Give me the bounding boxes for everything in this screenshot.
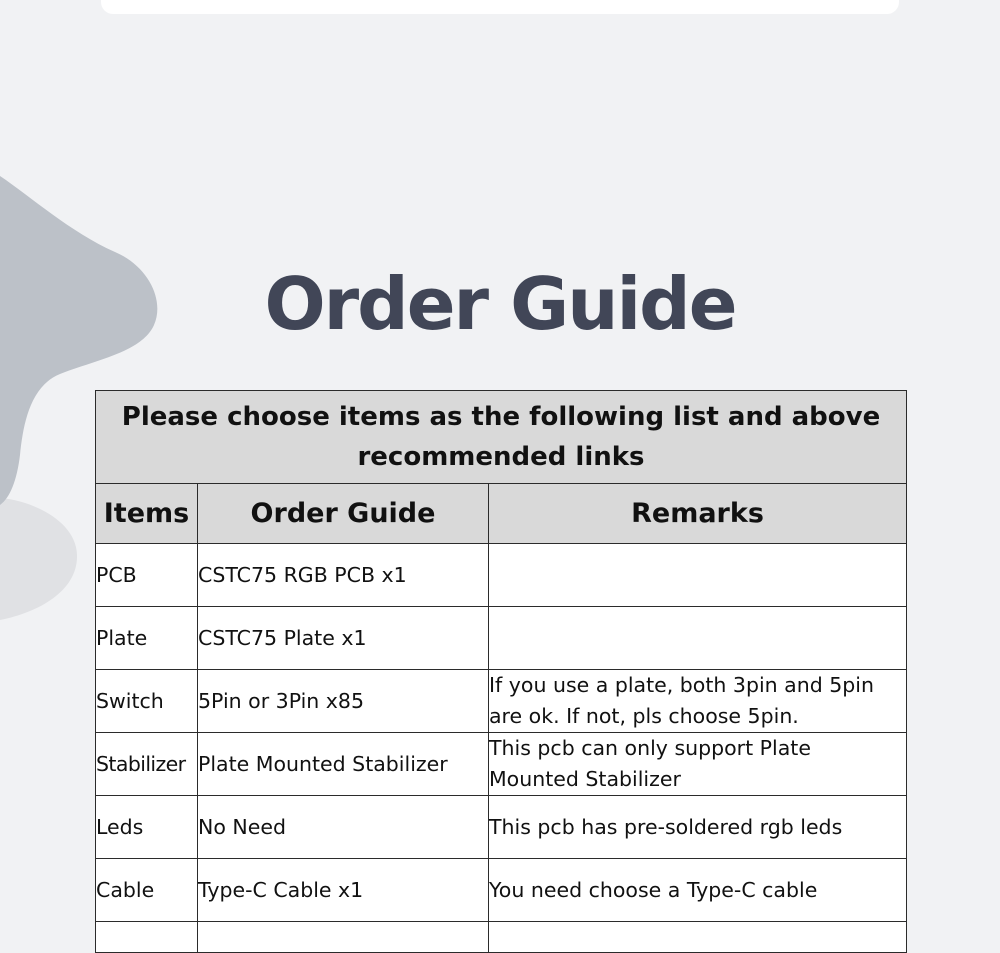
cell-item: Plate: [96, 607, 198, 670]
table-header-row: [96, 484, 907, 544]
cell-order-guide: CSTC75 Plate x1: [198, 607, 489, 670]
cell-remarks: This pcb can only support Plate Mounted Stabilizer: [489, 733, 907, 796]
table-row-partial: [96, 922, 907, 953]
cell-order-guide: 5Pin or 3Pin x85: [198, 670, 489, 733]
table-banner: Please choose items as the following list and above recommended links: [96, 391, 907, 484]
order-guide-table: [95, 390, 907, 953]
cell-order-guide: CSTC75 RGB PCB x1: [198, 544, 489, 607]
column-header-remarks: Remarks: [489, 484, 907, 544]
cell-order-guide: Type-C Cable x1: [198, 859, 489, 922]
cell-item: PCB: [96, 544, 198, 607]
table-row: [96, 544, 907, 607]
cell-item: Leds: [96, 796, 198, 859]
cell-remarks: This pcb has pre-soldered rgb leds: [489, 796, 907, 859]
cell-remarks: [489, 607, 907, 670]
cell-empty: [198, 922, 489, 953]
cell-empty: [489, 922, 907, 953]
table-row: [96, 859, 907, 922]
table-row: [96, 670, 907, 733]
cell-remarks: [489, 544, 907, 607]
table-row: [96, 607, 907, 670]
cell-order-guide: Plate Mounted Stabilizer: [198, 733, 489, 796]
page-title: Order Guide: [264, 262, 736, 346]
table-row: [96, 733, 907, 796]
decorative-blob-light: [0, 498, 77, 620]
cell-item: Stabilizer: [96, 733, 198, 796]
column-header-order-guide: Order Guide: [198, 484, 489, 544]
table-row: [96, 796, 907, 859]
table-banner-row: [96, 391, 907, 484]
cell-order-guide: No Need: [198, 796, 489, 859]
column-header-items: Items: [96, 484, 198, 544]
top-card: [101, 0, 899, 14]
cell-remarks: If you use a plate, both 3pin and 5pin are ok. If not, pls choose 5pin.: [489, 670, 907, 733]
cell-item: Cable: [96, 859, 198, 922]
cell-item: Switch: [96, 670, 198, 733]
cell-remarks: You need choose a Type-C cable: [489, 859, 907, 922]
cell-empty: [96, 922, 198, 953]
